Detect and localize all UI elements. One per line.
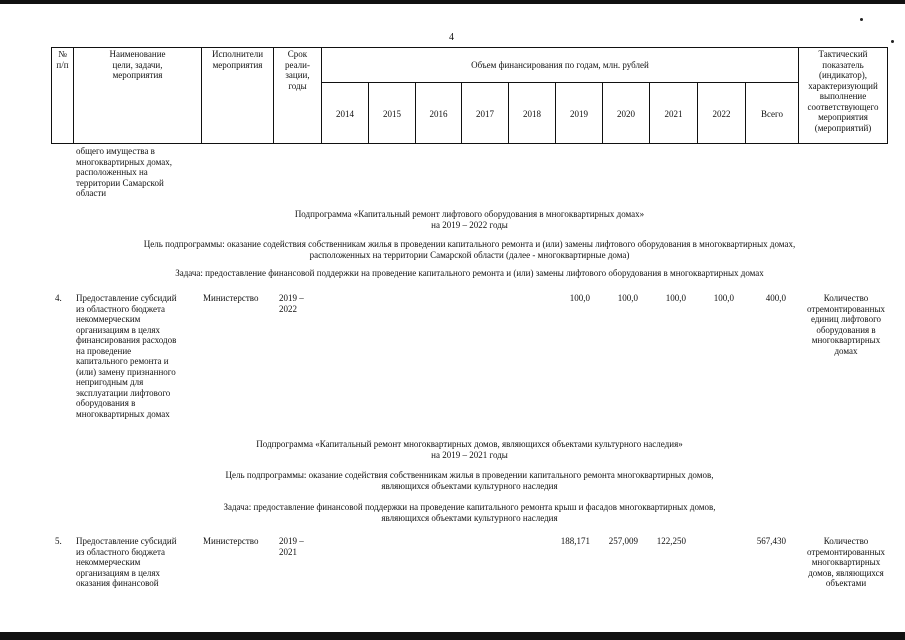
year-2016: 2016 (429, 109, 448, 119)
row-value-total: 567,430 (756, 536, 786, 546)
row-value-2019: 100,0 (569, 293, 590, 303)
row-name: Предоставление субсидий из областного бюджета некоммерческим организациям в целях финансирования расходов на проведение капитального ремонта и (или) замену признанного непригодным для эксплуатации лифтового оборудования в многоквартирных домах (76, 293, 177, 419)
continuation-text: общего имущества в многоквартирных домах, расположенных на территории Самарской области (76, 146, 173, 198)
subprogram-lift-title: Подпрограмма «Капитальный ремонт лифтового оборудования в многоквартирных домах» на 2019 – 2022 годы (294, 209, 645, 230)
header-financing: Объем финансирования по годам, млн. рублей (471, 60, 649, 70)
subprogram-heritage-title: Подпрограмма «Капитальный ремонт многоквартирных домов, являющихся объектами культурного наследия» на 2019 – 2021 годы (256, 439, 683, 460)
row-executor: Министерство (203, 536, 259, 546)
row-indicator: Количество отремонтированных единиц лифтового оборудования в многоквартирных домах (807, 293, 885, 356)
subprogram-heritage-goal: Цель подпрограммы: оказание содействия собственникам жилья в проведении капитального ремонта многоквартирных домов, являющихся объектами культурного наследия (225, 470, 714, 491)
subprogram-lift-task: Задача: предоставление финансовой поддержки на проведение капитального ремонта и (или) замены лифтового оборудования в многоквартирных домах (175, 268, 764, 278)
table-header (51, 47, 888, 144)
row-value-total: 400,0 (765, 293, 786, 303)
row-value-2020: 257,009 (608, 536, 638, 546)
header-indicator: Тактический показатель (индикатор), характеризующий выполнение соответствующего мероприятия (мероприятий) (807, 49, 879, 133)
row-term: 2019 – 2022 (279, 293, 304, 314)
row-name: Предоставление субсидий из областного бюджета некоммерческим организациям в целях оказания финансовой (76, 536, 177, 588)
row-value-2021: 100,0 (665, 293, 686, 303)
header-number: № п/п (56, 49, 69, 70)
header-executors: Исполнители мероприятия (211, 49, 264, 70)
subprogram-heritage-task: Задача: предоставление финансовой поддержки на проведение капитального ремонта крыш и фасадов многоквартирных домов, являющихся объектами культурного наследия (223, 502, 716, 523)
row-value-2019: 188,171 (560, 536, 590, 546)
row-executor: Министерство (203, 293, 259, 303)
year-2017: 2017 (476, 109, 494, 119)
scan-top-border (0, 0, 905, 4)
row-value-2020: 100,0 (617, 293, 638, 303)
scan-speck (860, 18, 863, 21)
row-number: 4. (55, 293, 62, 303)
year-2020: 2020 (617, 109, 635, 119)
header-term: Срок реали- зации, годы (285, 49, 310, 91)
year-2021: 2021 (664, 109, 683, 119)
row-value-2021: 122,250 (656, 536, 686, 546)
row-value-2022: 100,0 (713, 293, 734, 303)
year-total: Всего (760, 109, 784, 119)
scan-bottom-border (0, 632, 905, 640)
row-number: 5. (55, 536, 62, 546)
subprogram-lift-goal: Цель подпрограммы: оказание содействия собственникам жилья в проведении капитального ремонта и (или) замены лифтового оборудования в многоквартирных домах, расположенных на территории Самарской области (далее - многоквартирные дома) (143, 239, 796, 260)
row-term: 2019 – 2021 (279, 536, 304, 557)
row-indicator: Количество отремонтированных многоквартирных домов, являющихся объектами (807, 536, 885, 588)
year-2014: 2014 (336, 109, 354, 119)
year-2019: 2019 (570, 109, 588, 119)
year-2018: 2018 (523, 109, 541, 119)
scan-speck (891, 40, 894, 43)
year-2015: 2015 (383, 109, 401, 119)
page-number: 4 (449, 32, 454, 43)
year-2022: 2022 (712, 109, 731, 119)
header-name: Наименование цели, задачи, мероприятия (109, 49, 166, 80)
